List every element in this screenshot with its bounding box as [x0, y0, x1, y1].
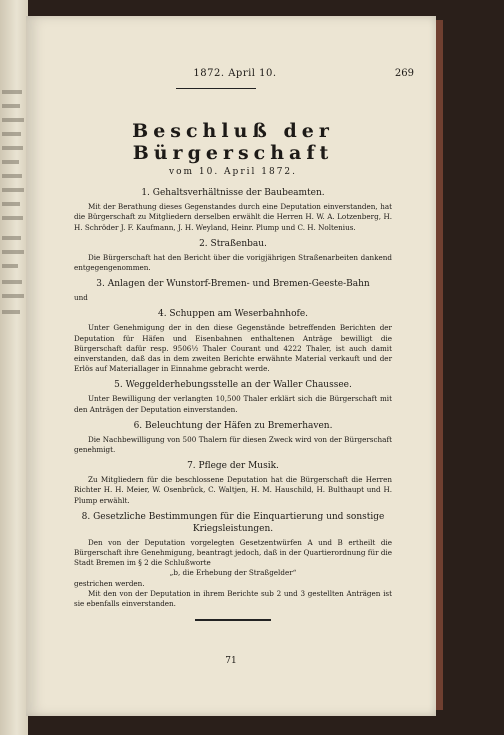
section-body-3: und — [74, 293, 88, 303]
footer-page-number: 71 — [225, 656, 237, 666]
section-body-4: Unter Genehmigung der in den diese Gegenstände betreffenden Berichten der Deputation für Häfen und Eisenbahnen enthaltenen Anträge bewilligt die Bürgerschaft dafür resp. 9506½ Thaler Courant und 4222 Thaler, ist auch damit einverstanden, daß das in dem zweiten Berichte erwähnte Material verkauft und der Erlös auf Materiallager in Einnahme gebracht werde. — [74, 323, 392, 374]
section-heading-5: 5. Weggelderhebungsstelle an der Waller Chaussee. — [114, 380, 352, 391]
section-quote-8: „b, die Erhebung der Straßgelder“ — [169, 568, 297, 578]
section-body-8c: Mit den von der Deputation in ihrem Berichte sub 2 und 3 gestellten Anträgen ist sie ebenfalls einverstanden. — [74, 588, 392, 609]
left-page-edge — [0, 0, 28, 735]
page-content — [74, 120, 392, 621]
section-heading-3: 3. Anlagen der Wunstorf-Bremen- und Bremen-Geeste-Bahn — [96, 279, 370, 290]
page-subtitle: vom 10. April 1872. — [168, 167, 298, 177]
section-body-2: Die Bürgerschaft hat den Bericht über die vorigjährigen Straßenarbeiten dankend entgegengenommen. — [74, 252, 392, 273]
section-body-8b: gestrichen werden. — [74, 578, 145, 588]
header-rule — [176, 88, 256, 89]
running-header — [56, 68, 414, 86]
header-date: 1872. April 10. — [193, 68, 277, 79]
section-heading-2: 2. Straßenbau. — [199, 238, 267, 249]
section-heading-8: 8. Gesetzliche Bestimmungen für die Einquartierung und sonstige Kriegsleistungen. — [81, 511, 385, 534]
book-page — [26, 16, 436, 716]
section-body-1: Mit der Berathung dieses Gegenstandes durch eine Deputation einverstanden, hat die Bürgerschaft zu Mitgliedern derselben erwählt die Herren H. W. A. Lotzenberg, H. H. Schröder J. F. Kaufmann, J. H. Weyland, Heinr. Plump und C. H. Noltenius. — [74, 202, 392, 232]
section-body-7: Zu Mitgliedern für die beschlossene Deputation hat die Bürgerschaft die Herren Richter H. H. Meier, W. Osenbrück, C. Waltjen, H. M. Hauschild, H. Bulthaupt und H. Plump erwählt. — [74, 475, 392, 505]
section-heading-4: 4. Schuppen am Weserbahnhofe. — [157, 309, 309, 320]
section-body-6: Die Nachbewilligung von 500 Thalern für diesen Zweck wird von der Bürgerschaft genehmigt. — [74, 434, 392, 455]
section-heading-1: 1. Gehaltsverhältnisse der Baubeamten. — [141, 188, 325, 199]
end-rule — [195, 619, 271, 621]
section-heading-7: 7. Pflege der Musik. — [187, 461, 279, 472]
section-body-5: Unter Bewilligung der verlangten 10,500 Thaler erklärt sich die Bürgerschaft mit den Anträgen der Deputation einverstanden. — [74, 394, 392, 414]
book-cover-edge — [436, 20, 443, 710]
section-heading-6: 6. Beleuchtung der Häfen zu Bremerhaven. — [133, 420, 333, 431]
section-body-8: Den von der Deputation vorgelegten Gesetzentwürfen A und B ertheilt die Bürgerschaft ihre Genehmigung, beantragt jedoch, daß in der Quartierordnung für die Stadt Bremen im § 2 die Schlußworte — [74, 537, 392, 568]
header-page-number: 269 — [394, 68, 414, 79]
page-title: Beschluß der Bürgerschaft — [132, 120, 334, 164]
